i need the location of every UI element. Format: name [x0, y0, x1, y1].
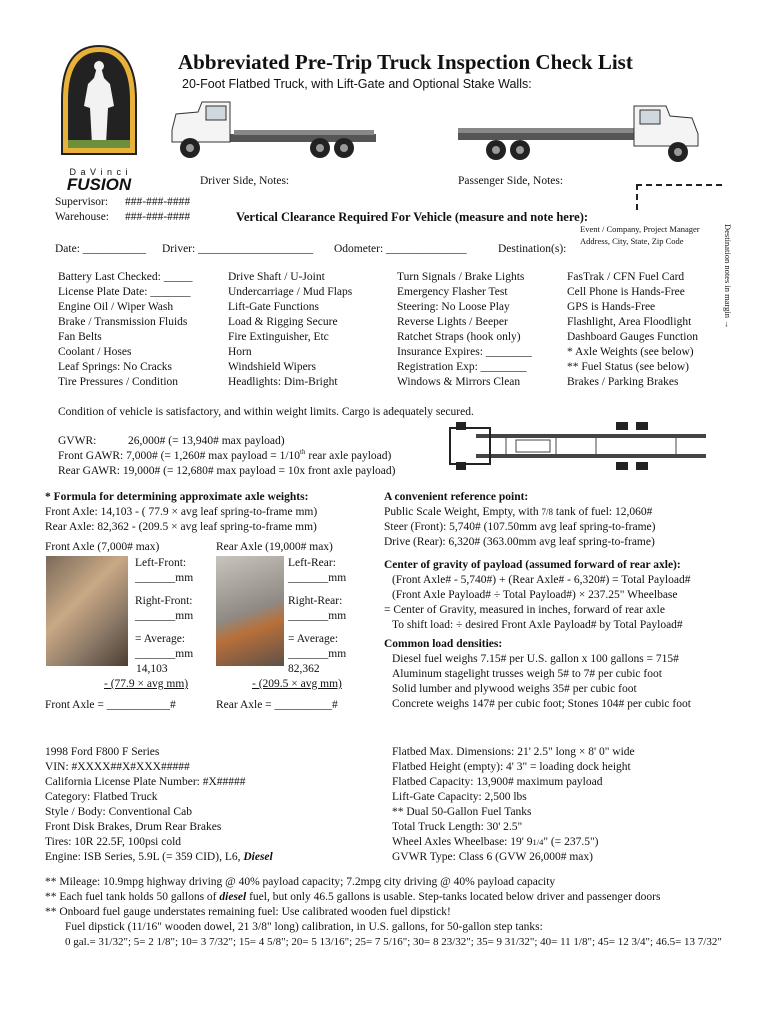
- truck-driver-side-illustration: [168, 100, 378, 166]
- checklist-item: Fire Extinguisher, Etc: [228, 331, 329, 343]
- logo-text-top: D a V i n c i: [69, 167, 129, 177]
- logo-text-main: FUSION: [66, 175, 132, 194]
- checklist-item: Windows & Mirrors Clean: [397, 376, 521, 388]
- left-rear-mm[interactable]: _______mm: [288, 572, 347, 584]
- spec-item: Flatbed Max. Dimensions: 21' 2.5" long × 8' 0" wide: [392, 746, 635, 758]
- supervisor-phone: ###-###-####: [125, 196, 191, 208]
- spec-item: Tires: 10R 22.5F, 100psi cold: [45, 836, 182, 848]
- statue-emblem-icon: [56, 44, 142, 156]
- formula-front: Front Axle: 14,103 - ( 77.9 × avg leaf spring-to-frame mm): [45, 506, 318, 518]
- page-title: Abbreviated Pre-Trip Truck Inspection Check List: [178, 50, 633, 74]
- note-fuel-tank: ** Each fuel tank holds 50 gallons of diesel fuel, but only 46.5 gallons is usable. Step-tanks located below driver and passenger doors: [45, 891, 661, 903]
- checklist-item: Turn Signals / Brake Lights: [397, 271, 525, 283]
- rear-average-label: = Average:: [288, 633, 339, 645]
- checklist-item: Emergency Flasher Test: [397, 286, 508, 298]
- checklist-column-4: [567, 270, 698, 390]
- checklist-column-2: [228, 270, 352, 390]
- checklist-item: Coolant / Hoses: [58, 346, 132, 358]
- reference-steer: Steer (Front): 5,740# (107.50mm avg leaf spring-to-frame): [384, 521, 656, 533]
- rear-measurements: [288, 556, 346, 662]
- rear-constant: 82,362: [288, 663, 320, 675]
- left-front-mm[interactable]: _______mm: [135, 572, 194, 584]
- checklist-column-3: [397, 270, 532, 390]
- front-gawr: Front GAWR: 7,000# (= 1,260# max payload = 1/10th rear axle payload): [58, 448, 392, 462]
- checklist-item: Leaf Springs: No Cracks: [58, 361, 173, 373]
- gvwr-label: GVWR:: [58, 435, 97, 447]
- note-calibration: 0 gal.= 31/32"; 5= 2 1/8"; 10= 3 7/32"; 15= 4 5/8"; 20= 5 13/16"; 25= 7 5/16"; 30= 8 23/32"; 35= 9 31/32"; 40= 11 1/8"; 45= 12 3/4"; 46.5= 13 7/32": [65, 936, 722, 948]
- cog-title: Center of gravity of payload (assumed forward of rear axle):: [384, 559, 681, 571]
- checklist-item: Brake / Transmission Fluids: [58, 316, 188, 328]
- note-mileage: ** Mileage: 10.9mpg highway driving @ 40% payload capacity; 7.2mpg city driving @ 40% payload capacity: [45, 876, 556, 888]
- spec-engine: Engine: ISB Series, 5.9L (= 359 CID), L6, Diesel: [45, 851, 273, 863]
- page-subtitle: 20-Foot Flatbed Truck, with Lift-Gate and Optional Stake Walls:: [182, 77, 532, 91]
- event-note-line2: Address, City, State, Zip Code: [580, 236, 684, 246]
- company-logo: [56, 44, 142, 194]
- supervisor-label: Supervisor:: [55, 196, 109, 208]
- date-field[interactable]: Date: ___________: [55, 243, 147, 255]
- event-note-line1: Event / Company, Project Manager: [580, 224, 700, 234]
- spec-item: 1998 Ford F800 F Series: [45, 746, 160, 758]
- density-item: Diesel fuel weighs 7.15# per U.S. gallon x 100 gallons = 715#: [392, 653, 679, 665]
- checklist-item: Horn: [228, 346, 252, 358]
- checklist-item: Load & Rigging Secure: [228, 316, 338, 328]
- densities-list: [392, 652, 691, 712]
- rear-leaf-spring-photo: [216, 556, 284, 666]
- odometer-field[interactable]: Odometer: ______________: [334, 243, 467, 255]
- front-measurements: [135, 556, 193, 662]
- left-front-label: Left-Front:: [135, 557, 187, 569]
- spec-item: California License Plate Number: #X#####: [45, 776, 246, 788]
- right-front-label: Right-Front:: [135, 595, 193, 607]
- spec-item: Style / Body: Conventional Cab: [45, 806, 192, 818]
- checklist-item: Reverse Lights / Beeper: [397, 316, 508, 328]
- left-rear-label: Left-Rear:: [288, 557, 336, 569]
- rear-gawr: Rear GAWR: 19,000# (= 12,680# max payload = 10x front axle payload): [58, 465, 396, 477]
- destination-field[interactable]: Destination(s):: [498, 243, 567, 255]
- checklist-item: * Axle Weights (see below): [567, 346, 694, 358]
- spec-item: Lift-Gate Capacity: 2,500 lbs: [392, 791, 527, 803]
- front-axle-result[interactable]: Front Axle = ___________#: [45, 699, 176, 711]
- front-leaf-spring-photo: [46, 556, 128, 666]
- spec-gvwr-type: GVWR Type: Class 6 (GVW 26,000# max): [392, 851, 593, 863]
- checklist-item: Drive Shaft / U-Joint: [228, 271, 325, 283]
- spec-wheelbase: Wheel Axles Wheelbase: 19' 91/4" (= 237.5"): [392, 836, 599, 848]
- front-average-mm[interactable]: _______mm: [135, 648, 194, 660]
- note-fuel-gauge: ** Onboard fuel gauge understates remaining fuel: Use calibrated wooden fuel dipstick!: [45, 906, 451, 918]
- condition-statement: Condition of vehicle is satisfactory, and within weight limits. Cargo is adequately secured.: [58, 406, 474, 418]
- spec-item: Front Disk Brakes, Drum Rear Brakes: [45, 821, 222, 833]
- checklist-item: Ratchet Straps (hook only): [397, 331, 521, 343]
- checklist-item: License Plate Date: _______: [58, 286, 191, 298]
- spec-item: VIN: #XXXX##X#XXX#####: [45, 761, 190, 773]
- checklist-item: Engine Oil / Wiper Wash: [58, 301, 174, 313]
- checklist-item: Brakes / Parking Brakes: [567, 376, 679, 388]
- checklist-item: Dashboard Gauges Function: [567, 331, 698, 343]
- spec-item: Category: Flatbed Truck: [45, 791, 158, 803]
- chassis-diagram: [446, 420, 716, 476]
- checklist-item: Windshield Wipers: [228, 361, 316, 373]
- rear-axle-max: Rear Axle (19,000# max): [216, 541, 333, 553]
- density-item: Aluminum stagelight trusses weigh 5# to 7# per cubic foot: [392, 668, 662, 680]
- spec-item: Flatbed Height (empty): 4' 3" = loading dock height: [392, 761, 631, 773]
- reference-title: A convenient reference point:: [384, 491, 529, 503]
- rear-axle-result[interactable]: Rear Axle = __________#: [216, 699, 338, 711]
- density-item: Concrete weighs 147# per cubic foot; Stones 104# per cubic foot: [392, 698, 691, 710]
- cog-line-1: (Front Axle# - 5,740#) + (Rear Axle# - 6,320#) = Total Payload#: [392, 574, 691, 586]
- clearance-entry-box[interactable]: [636, 184, 722, 210]
- formula-rear: Rear Axle: 82,362 - (209.5 × avg leaf spring-to-frame mm): [45, 521, 317, 533]
- driver-field[interactable]: Driver: ____________________: [162, 243, 314, 255]
- checklist-item: Flashlight, Area Floodlight: [567, 316, 692, 328]
- fuel-notes: [45, 875, 722, 950]
- checklist-item: Steering: No Loose Play: [397, 301, 510, 313]
- rear-average-mm[interactable]: _______mm: [288, 648, 347, 660]
- warehouse-phone: ###-###-####: [125, 211, 191, 223]
- reference-scale-weight: Public Scale Weight, Empty, with 7/8 tank of fuel: 12,060#: [384, 506, 653, 518]
- density-item: Solid lumber and plywood weighs 35# per cubic foot: [392, 683, 637, 695]
- densities-title: Common load densities:: [384, 638, 503, 650]
- vehicle-specs-right: [392, 745, 635, 865]
- cog-line-3: = Center of Gravity, measured in inches, forward of rear axle: [384, 604, 665, 616]
- checklist-item: GPS is Hands-Free: [567, 301, 656, 313]
- front-constant: 14,103: [136, 663, 168, 675]
- cog-line-2: (Front Axle Payload# ÷ Total Payload#) × 237.25" Wheelbase: [392, 589, 678, 601]
- spec-item: ** Dual 50-Gallon Fuel Tanks: [392, 806, 532, 818]
- passenger-side-notes: Passenger Side, Notes:: [458, 175, 564, 187]
- front-axle-max: Front Axle (7,000# max): [45, 541, 160, 553]
- checklist-item: ** Fuel Status (see below): [567, 361, 690, 373]
- right-front-mm[interactable]: _______mm: [135, 610, 194, 622]
- reference-drive: Drive (Rear): 6,320# (363.00mm avg leaf spring-to-frame): [384, 536, 655, 548]
- checklist-item: Tire Pressures / Condition: [58, 376, 179, 388]
- checklist-item: Undercarriage / Mud Flaps: [228, 286, 353, 298]
- margin-note: Destination notes in margin →: [723, 224, 733, 329]
- formula-title: * Formula for determining approximate axle weights:: [45, 491, 309, 503]
- checklist-item: Insurance Expires: ________: [397, 346, 532, 358]
- warehouse-label: Warehouse:: [55, 211, 109, 223]
- vehicle-specs-left: [45, 745, 273, 865]
- driver-side-notes: Driver Side, Notes:: [200, 175, 290, 187]
- vertical-clearance-heading: Vertical Clearance Required For Vehicle (measure and note here):: [236, 210, 589, 224]
- checklist-item: Fan Belts: [58, 331, 102, 343]
- rear-subtraction: - (209.5 × avg mm): [252, 678, 342, 690]
- checklist-item: FasTrak / CFN Fuel Card: [567, 271, 685, 283]
- spec-item: Flatbed Capacity: 13,900# maximum payload: [392, 776, 603, 788]
- front-subtraction: - (77.9 × avg mm): [104, 678, 189, 690]
- checklist-item: Battery Last Checked: _____: [58, 271, 193, 283]
- checklist-item: Headlights: Dim-Bright: [228, 376, 338, 388]
- gvwr-value: 26,000# (= 13,940# max payload): [128, 435, 285, 447]
- checklist-item: Cell Phone is Hands-Free: [567, 286, 685, 298]
- truck-passenger-side-illustration: [456, 104, 706, 170]
- note-dipstick: Fuel dipstick (11/16" wooden dowel, 21 3/8" long) calibration, in U.S. gallons, for 50-gallon step tanks:: [65, 921, 543, 933]
- checklist-item: Lift-Gate Functions: [228, 301, 320, 313]
- spec-item: Total Truck Length: 30' 2.5": [392, 821, 523, 833]
- checklist-column-1: [58, 270, 192, 390]
- right-rear-mm[interactable]: _______mm: [288, 610, 347, 622]
- checklist-item: Registration Exp: ________: [397, 361, 527, 373]
- right-rear-label: Right-Rear:: [288, 595, 343, 607]
- cog-line-4: To shift load: ÷ desired Front Axle Payload# by Total Payload#: [392, 619, 683, 631]
- front-average-label: = Average:: [135, 633, 186, 645]
